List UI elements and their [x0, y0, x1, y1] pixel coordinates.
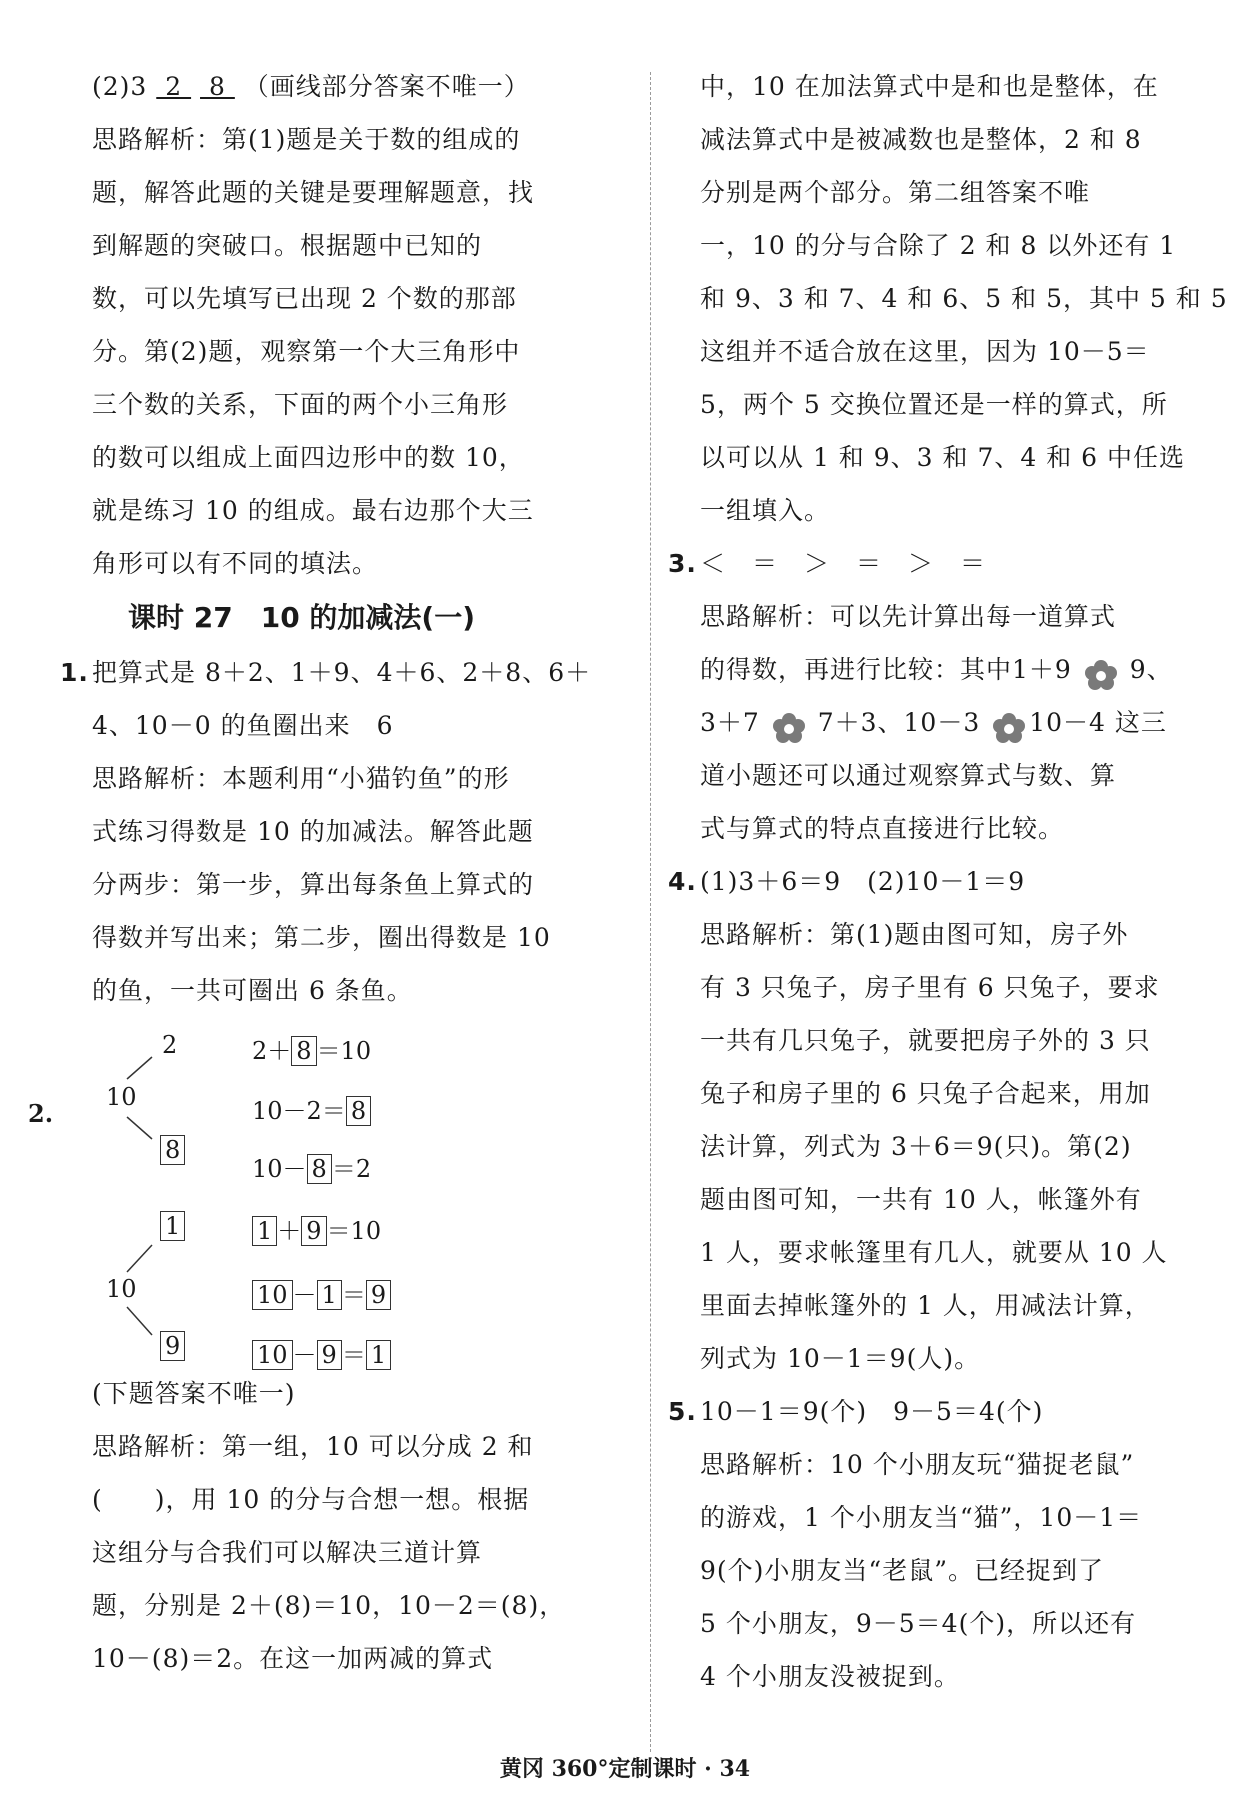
q5-answer-line: 5. 10－1＝9(个) 9－5＝4(个) — [700, 1385, 1225, 1438]
bond2-root: 10 — [106, 1275, 137, 1303]
text-line: 这组并不适合放在这里，因为 10－5＝ — [700, 337, 1150, 366]
text-line: 法计算，列式为 3＋6＝9(只)。第(2) — [700, 1132, 1132, 1161]
text-line: 得数并写出来；第二步，圈出得数是 10 — [92, 923, 551, 952]
text-line: 道小题还可以通过观察算式与数、算 — [700, 761, 1117, 790]
text-line: 4、10－0 的鱼圈出来 6 — [92, 711, 394, 740]
bond1-eq3: 10－ 8 ＝2 — [252, 1155, 372, 1183]
q2-number: 2. — [28, 1099, 54, 1128]
text-line: 分别是两个部分。第二组答案不唯 — [700, 178, 1091, 207]
flower-icon — [1081, 656, 1121, 688]
number-bond-diagrams — [28, 1017, 612, 1369]
text-line: 角形可以有不同的填法。 — [92, 549, 379, 578]
bond2-eq3: 10 － 9 ＝ 1 — [252, 1335, 391, 1370]
text-line: 思路解析：第(1)题由图可知，房子外 — [700, 920, 1129, 949]
text-line: 有 3 只兔子，房子里有 6 只兔子，要求 — [700, 973, 1160, 1002]
text-line: 题，分别是 2＋(8)＝10，10－2＝(8)， — [92, 1591, 566, 1620]
column-divider — [650, 72, 651, 1752]
text-line: 式与算式的特点直接进行比较。 — [700, 814, 1065, 843]
q3-compare-line: 的得数，再进行比较：其中1＋9 9、 — [700, 643, 1225, 696]
text-line: 5 个小朋友，9－5＝4(个)，所以还有 — [700, 1609, 1137, 1638]
bond1-eq1: 2＋ 8 ＝10 — [252, 1037, 372, 1065]
text-line: 里面去掉帐篷外的 1 人，用减法计算， — [700, 1291, 1151, 1320]
bond2-eq2: 10 － 1 ＝ 9 — [252, 1275, 391, 1310]
text-line: 思路解析：本题利用“小猫钓鱼”的形 — [92, 764, 510, 793]
text-line: 减法算式中是被减数也是整体，2 和 8 — [700, 125, 1142, 154]
text-line: 这组分与合我们可以解决三道计算 — [92, 1538, 483, 1567]
text-line: 和 9、3 和 7、4 和 6、5 和 5，其中 5 和 5 — [700, 284, 1228, 313]
text-line: 思路解析：第一组，10 可以分成 2 和 — [92, 1432, 534, 1461]
text-line: 思路解析：10 个小朋友玩“猫捉老鼠” — [700, 1450, 1135, 1479]
q3-compare-line: 3＋7 7＋3、10－3 10－4 这三 — [700, 696, 1225, 749]
text-line: 思路解析：可以先计算出每一道算式 — [700, 602, 1117, 631]
text-line: 1 人，要求帐篷里有几人，就要从 10 人 — [700, 1238, 1168, 1267]
text-line: 10－(8)＝2。在这一加两减的算式 — [92, 1644, 494, 1673]
text-line: 5，两个 5 交换位置还是一样的算式，所 — [700, 390, 1168, 419]
text-line: 思路解析：第(1)题是关于数的组成的 — [92, 125, 521, 154]
text-line: ( )，用 10 的分与合想一想。根据 — [92, 1485, 530, 1514]
text-line: 一，10 的分与合除了 2 和 8 以外还有 1 — [700, 231, 1177, 260]
left-column — [28, 60, 612, 1685]
q1-number: 1. — [60, 658, 89, 687]
text-line: 的数可以组成上面四边形中的数 10， — [92, 443, 525, 472]
q3-answer-line: 3. ＜ ＝ ＞ ＝ ＞ ＝ — [700, 537, 1225, 590]
bond2-bottom: 9 — [160, 1331, 185, 1361]
text-line: 以可以从 1 和 9、3 和 7、4 和 6 中任选 — [700, 443, 1186, 472]
text-line: 分两步：第一步，算出每条鱼上算式的 — [92, 870, 535, 899]
bond1-eq2: 10－2＝ 8 — [252, 1091, 371, 1126]
bond2-eq1: 1 ＋ 9 ＝10 — [252, 1211, 381, 1246]
text-line: 4 个小朋友没被捉到。 — [700, 1662, 960, 1691]
text-line: 式练习得数是 10 的加减法。解答此题 — [92, 817, 534, 846]
text-line: 的鱼，一共可圈出 6 条鱼。 — [92, 976, 413, 1005]
q1-line: 1. 把算式是 8＋2、1＋9、4＋6、2＋8、6＋ — [92, 646, 612, 699]
q3-number: 3. — [668, 549, 697, 578]
q4-number: 4. — [668, 867, 697, 896]
text-line: 题由图可知，一共有 10 人，帐篷外有 — [700, 1185, 1142, 1214]
text-line: 中，10 在加法算式中是和也是整体，在 — [700, 72, 1159, 101]
text-line: (下题答案不唯一) — [92, 1379, 296, 1408]
flower-icon — [769, 709, 809, 741]
text-line: 三个数的关系，下面的两个小三角形 — [92, 390, 509, 419]
q2-answer-line: (2)3 2 8 （画线部分答案不唯一） — [92, 72, 530, 101]
bond2-top: 1 — [160, 1211, 185, 1241]
text-line: 分。第(2)题，观察第一个大三角形中 — [92, 337, 521, 366]
page-footer: 黄冈 360°定制课时 · 34 — [499, 1756, 751, 1782]
text-line: 列式为 10－1＝9(人)。 — [700, 1344, 981, 1373]
bond1-top: 2 — [162, 1031, 178, 1059]
q5-number: 5. — [668, 1397, 697, 1426]
text-line: 兔子和房子里的 6 只兔子合起来，用加 — [700, 1079, 1151, 1108]
bond-lines — [92, 1017, 612, 1367]
bond1-root: 10 — [106, 1083, 137, 1111]
text-line: 一共有几只兔子，就要把房子外的 3 只 — [700, 1026, 1151, 1055]
q4-answer-line: 4. (1)3＋6＝9 (2)10－1＝9 — [700, 855, 1225, 908]
text-line: 到解题的突破口。根据题中已知的 — [92, 231, 483, 260]
right-column — [668, 60, 1228, 1703]
bond1-bottom: 8 — [160, 1135, 185, 1165]
lesson-heading: 课时 27 10 的加减法(一) — [128, 601, 476, 634]
text-line: 就是练习 10 的组成。最右边那个大三 — [92, 496, 534, 525]
text-line: 9(个)小朋友当“老鼠”。已经捉到了 — [700, 1556, 1104, 1585]
text-line: 一组填入。 — [700, 496, 831, 525]
flower-icon — [989, 709, 1029, 741]
text-line: 的游戏，1 个小朋友当“猫”，10－1＝ — [700, 1503, 1143, 1532]
text-line: 数，可以先填写已出现 2 个数的那部 — [92, 284, 517, 313]
text-line: 题，解答此题的关键是要理解题意，找 — [92, 178, 535, 207]
